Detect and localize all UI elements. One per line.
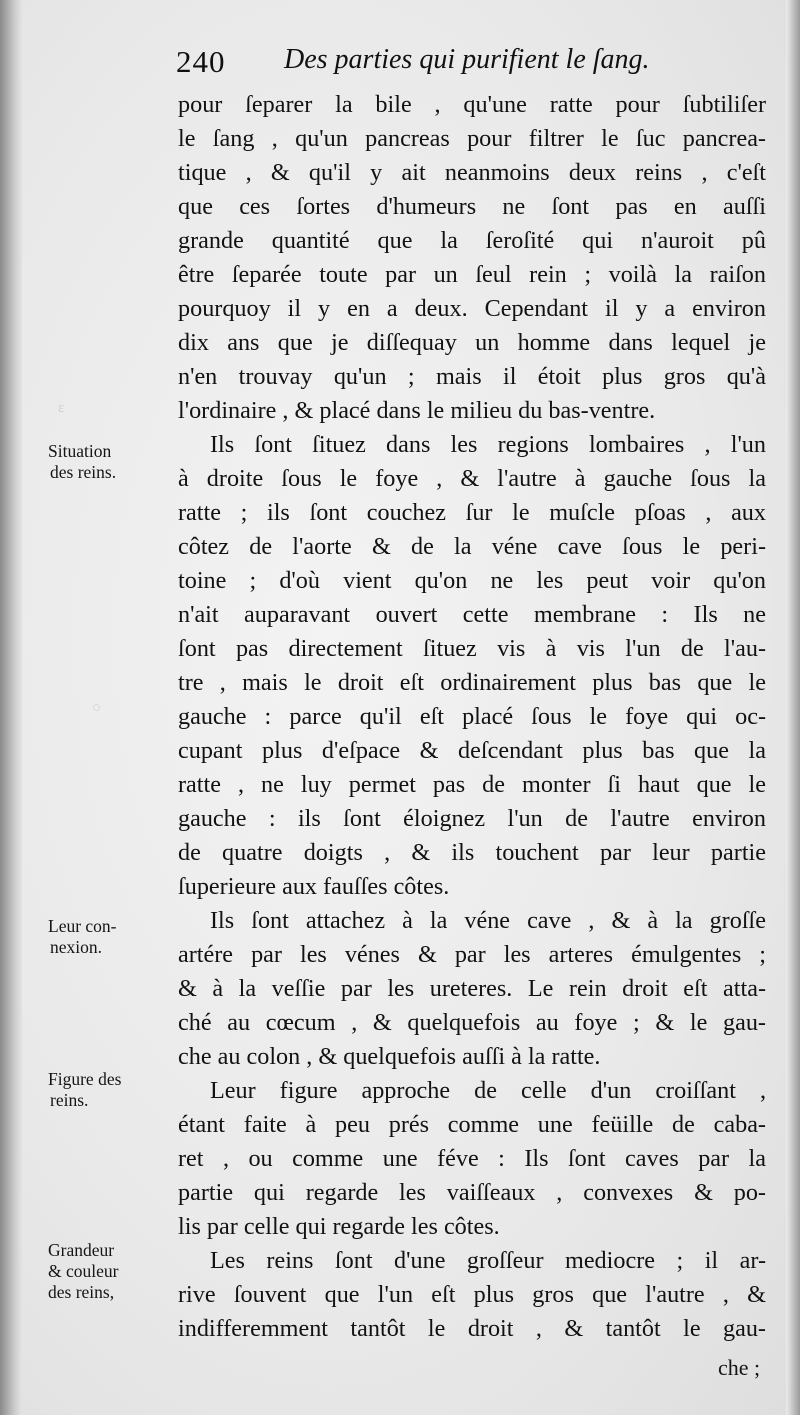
margin-note-line: Leur con-: [48, 916, 117, 936]
text-line: Les reins ſont d'une groſſeur mediocre ; il ar-: [210, 1247, 766, 1274]
text-line: grande quantité que la ſeroſité qui n'auroit pû: [178, 227, 766, 254]
text-line: ſuperieure aux fauſſes côtes.: [178, 873, 450, 900]
text-line: ché au cœcum , & quelquefois au foye ; & le gau-: [178, 1009, 766, 1036]
text-line: lis par celle qui regarde les côtes.: [178, 1213, 500, 1240]
text-line: ſont pas directement ſituez vis à vis l'un de l'au-: [178, 635, 766, 662]
margin-note-size-color: [48, 1240, 178, 1303]
bleed-through-mark: ○: [92, 700, 102, 716]
margin-note-figure: [48, 1069, 178, 1111]
text-line: l'ordinaire , & placé dans le milieu du bas-ventre.: [178, 397, 656, 424]
margin-note-line: Grandeur: [48, 1240, 115, 1260]
text-line: à droite ſous le foye , & l'autre à gauche ſous la: [178, 465, 766, 492]
text-line: indifferemment tantôt le droit , & tantôt le gau-: [178, 1315, 766, 1342]
text-line: n'ait auparavant ouvert cette membrane : Ils ne: [178, 601, 766, 628]
scan-shadow-left: [0, 0, 22, 1415]
scan-shadow-right: [786, 0, 800, 1415]
text-line: & à la veſſie par les ureteres. Le rein droit eſt atta-: [178, 975, 766, 1002]
margin-note-line: des reins.: [50, 462, 117, 482]
margin-note-line: reins.: [50, 1090, 89, 1110]
text-line: ret , ou comme une féve : Ils ſont caves par la: [178, 1145, 766, 1172]
text-line: dix ans que je diſſequay un homme dans lequel je: [178, 329, 766, 356]
page-header: [176, 44, 766, 84]
text-line: gauche : parce qu'il eſt placé ſous le foye qui oc-: [178, 703, 766, 730]
margin-note-line: nexion.: [50, 937, 103, 957]
text-line: côtez de l'aorte & de la véne cave ſous le peri-: [178, 533, 766, 560]
text-line: tre , mais le droit eſt ordinairement plus bas que le: [178, 669, 766, 696]
text-line: que ces ſortes d'humeurs ne ſont pas en auſſi: [178, 193, 766, 220]
margin-note-situation: [48, 441, 178, 483]
text-line: rive ſouvent que l'un eſt plus gros que l'autre , &: [178, 1281, 766, 1308]
text-line: de quatre doigts , & ils touchent par leur partie: [178, 839, 766, 866]
bleed-through-mark: ɛ: [58, 400, 65, 416]
text-line: cupant plus d'eſpace & deſcendant plus bas que la: [178, 737, 766, 764]
body-text: [178, 88, 766, 1346]
margin-note-line: Situation: [48, 441, 112, 461]
text-line: Ils ſont ſituez dans les regions lombaires , l'un: [210, 431, 766, 458]
text-line: n'en trouvay qu'un ; mais il étoit plus gros qu'à: [178, 363, 766, 390]
text-line: che au colon , & quelquefois auſſi à la ratte.: [178, 1043, 601, 1070]
text-line: ratte , ne luy permet pas de monter ſi haut que le: [178, 771, 766, 798]
page-number: 240: [176, 44, 226, 79]
margin-note-line: & couleur: [48, 1261, 119, 1281]
running-title: Des parties qui purifient le ſang.: [284, 44, 650, 75]
text-line: gauche : ils ſont éloignez l'un de l'autre environ: [178, 805, 766, 832]
text-line: Ils ſont attachez à la véne cave , & à la groſſe: [210, 907, 766, 934]
text-line: ratte ; ils ſont couchez ſur le muſcle pſoas , aux: [178, 499, 766, 526]
text-line: être ſeparée toute par un ſeul rein ; voilà la raiſon: [178, 261, 766, 288]
text-line: étant faite à peu prés comme une feüille de caba-: [178, 1111, 766, 1138]
text-line: le ſang , qu'un pancreas pour filtrer le ſuc pancrea-: [178, 125, 766, 152]
margin-note-connexion: [48, 916, 178, 958]
margin-note-line: Figure des: [48, 1069, 122, 1089]
text-line: tique , & qu'il y ait neanmoins deux reins , c'eſt: [178, 159, 766, 186]
text-line: pour ſeparer la bile , qu'une ratte pour ſubtiliſer: [178, 91, 766, 118]
text-line: artére par les vénes & par les arteres émulgentes ;: [178, 941, 766, 968]
margin-note-line: des reins,: [48, 1282, 115, 1302]
text-line: partie qui regarde les vaiſſeaux , convexes & po-: [178, 1179, 766, 1206]
text-line: Leur figure approche de celle d'un croiſſant ,: [210, 1077, 766, 1104]
text-line: toine ; d'où vient qu'on ne les peut voir qu'on: [178, 567, 766, 594]
catchword: che ;: [718, 1355, 761, 1380]
text-line: pourquoy il y en a deux. Cependant il y a environ: [178, 295, 766, 322]
